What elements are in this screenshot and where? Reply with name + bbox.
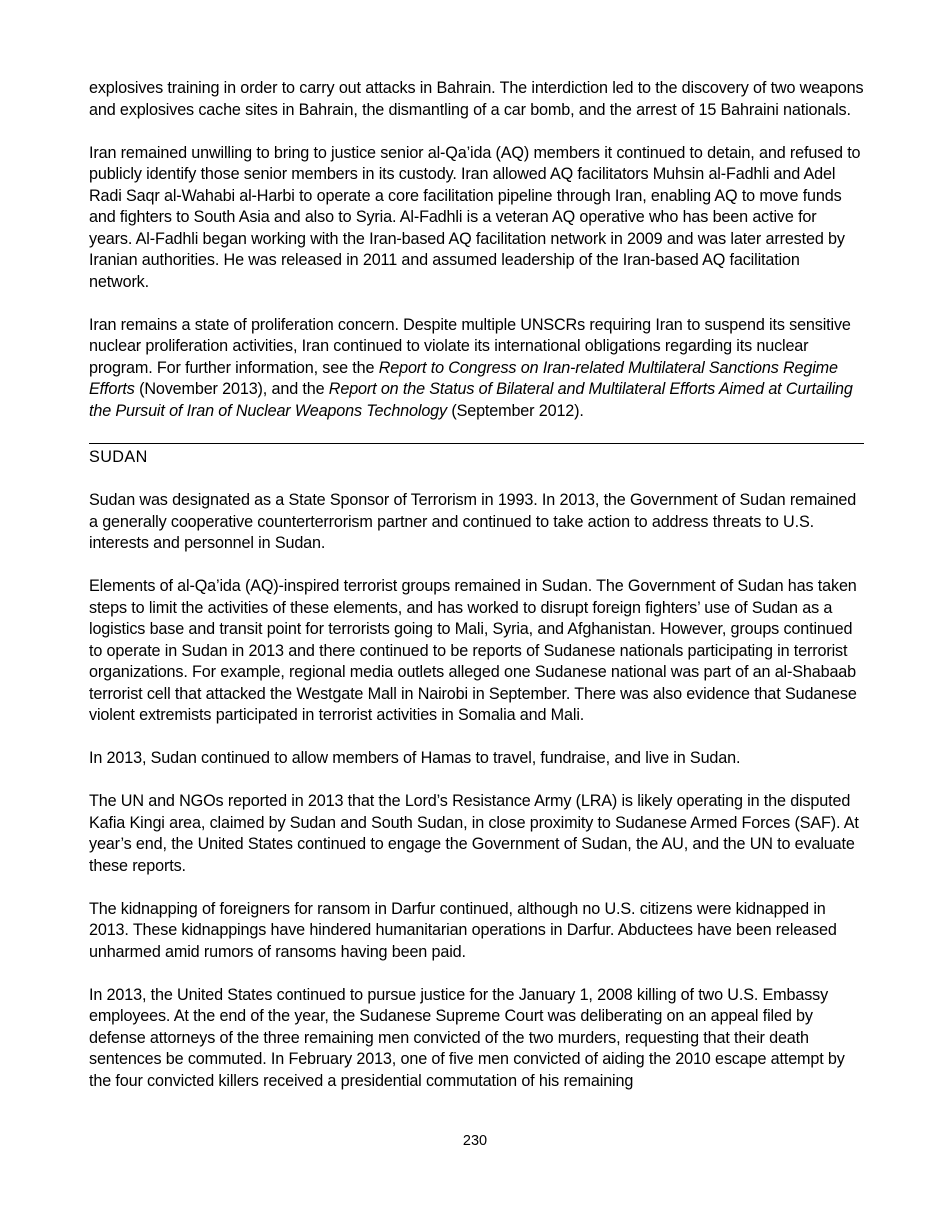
paragraph-sudan-hamas: In 2013, Sudan continued to allow members of Hamas to travel, fundraise, and live in Sudan. [89, 749, 741, 767]
paragraph-sudan-designation: Sudan was designated as a State Sponsor of Terrorism in 1993. In 2013, the Government of Sudan remained a generally cooperative counterterrorism partner and continued to take action to address threats to U.S. interests and personnel in Sudan. [89, 491, 857, 552]
proliferation-text-1: Iran remains a state of proliferation concern. Despite multiple UNSCRs requiring Iran to suspend its sensitive nuclear proliferation activities, Iran continued to violate its international obligations regarding its nuclear program. For further information, see the [89, 315, 851, 377]
paragraph-sudan-kidnapping: The kidnapping of foreigners for ransom in Darfur continued, although no U.S. citizens were kidnapped in 2013. These kidnappings have hindered humanitarian operations in Darfur. Abductees have been released unharmed amid rumors of ransoms having been paid. [89, 899, 837, 961]
section-divider [89, 443, 864, 444]
paragraph-iran-aq: Iran remained unwilling to bring to justice senior al-Qa’ida (AQ) members it continued to detain, and refused to publicly identify those senior members in its custody. Iran allowed AQ facilitators Muhsin al-Fadhli and Adel Radi Saqr al-Wahabi al-Harbi to operate a core facilitation pipeline through Iran, enabling AQ to move funds and fighters to South Asia and also to Syria. Al-Fadhli is a veteran AQ operative who has been active for years. Al-Fadhli began working with the Iran-based AQ facilitation network in 2009 and was later arrested by Iranian authorities. He was released in 2011 and assumed leadership of the Iran-based AQ facilitation network. [89, 143, 861, 291]
section-heading: SUDAN [89, 448, 148, 466]
report-title-sanctions: Report to Congress on Iran-related Multilateral Sanctions Regime Efforts [89, 358, 838, 398]
paragraph-sudan-aq-groups: Elements of al-Qa’ida (AQ)-inspired terrorist groups remained in Sudan. The Government of Sudan has taken steps to limit the activities of these elements, and has worked to disrupt foreign fighters’ use of Sudan as a logistics base and transit point for terrorists going to Mali, Syria, and Afghanistan. However, groups continued to operate in Sudan in 2013 and there continued to be reports of Sudanese nationals participating in terrorist organizations. For example, regional media outlets alleged one Sudanese national was part of an al-Shabaab terrorist cell that attacked the Westgate Mall in Nairobi in September. There was also evidence that Sudanese violent extremists participated in terrorist activities in Somalia and Mali. [89, 577, 857, 724]
page-number: 230 [462, 1133, 488, 1149]
proliferation-text-3: (September 2012). [446, 401, 584, 420]
paragraph-iran-proliferation [89, 315, 864, 423]
paragraph-sudan-lra: The UN and NGOs reported in 2013 that the Lord’s Resistance Army (LRA) is likely operating in the disputed Kafia Kingi area, claimed by Sudan and South Sudan, in close proximity to Sudanese Armed Forces (SAF). At year’s end, the United States continued to engage the Government of Sudan, the AU, and the UN to evaluate these reports. [89, 792, 859, 875]
paragraph-bahrain-interdiction: explosives training in order to carry out attacks in Bahrain. The interdiction led to the discovery of two weapons and explosives cache sites in Bahrain, the dismantling of a car bomb, and the arrest of 15 Bahraini nationals. [89, 79, 864, 119]
document-page [89, 78, 864, 1092]
paragraph-sudan-embassy-killing: In 2013, the United States continued to pursue justice for the January 1, 2008 killing of two U.S. Embassy employees. At the end of the year, the Sudanese Supreme Court was deliberating on an appeal filed by defense attorneys of the three remaining men convicted of the two murders, requesting that their death sentences be commuted. In February 2013, one of five men convicted of aiding the 2010 escape attempt by the four convicted killers received a presidential commutation of his remaining [89, 985, 845, 1090]
proliferation-text-2: (November 2013), and the [134, 380, 329, 398]
report-title-nuclear: Report on the Status of Bilateral and Multilateral Efforts Aimed at Curtailing the Pursuit of Iran of Nuclear Weapons Technology [89, 380, 853, 420]
